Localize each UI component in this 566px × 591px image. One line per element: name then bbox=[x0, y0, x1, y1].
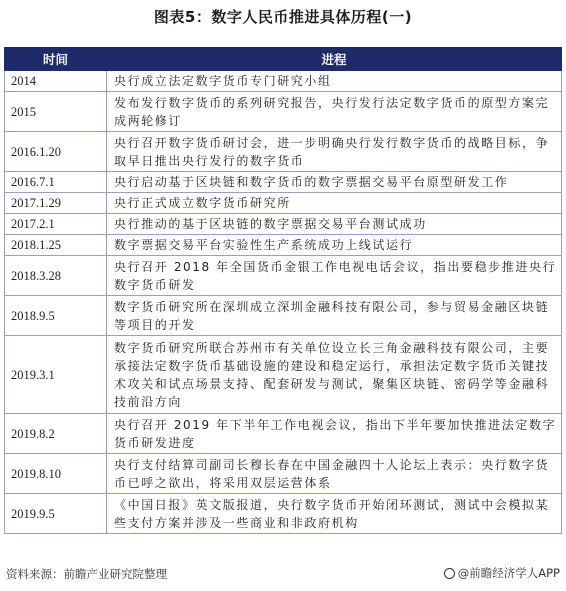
brand-credit bbox=[444, 565, 560, 581]
row-date: 2018.1.25 bbox=[5, 235, 107, 256]
figure-title: 图表5：数字人民币推进具体历程(一) bbox=[153, 8, 413, 26]
row-event: 央行召开 2019 年下半年工作电视会议，指出下半年要加快推进法定数字货币研发进度 bbox=[107, 414, 562, 454]
row-date: 2017.2.1 bbox=[5, 214, 107, 235]
table-header-row bbox=[5, 48, 562, 71]
row-event: 央行召开数字货币研讨会，进一步明确央行发行数字货币的战略目标，争取早日推出央行发行的数字货币 bbox=[107, 132, 562, 172]
row-event: 《中国日报》英文版报道，央行数字货币开始闭环测试，测试中会模拟某些支付方案并涉及一些商业和非政府机构 bbox=[107, 494, 562, 534]
row-event: 央行推动的基于区块链的数字票据交易平台测试成功 bbox=[107, 214, 562, 235]
row-date: 2017.1.29 bbox=[5, 193, 107, 214]
row-event: 数字票据交易平台实验性生产系统成功上线试运行 bbox=[107, 235, 562, 256]
row-event: 央行召开 2018 年全国货币金银工作电视电话会议，指出要稳步推进央行数字货币研发 bbox=[107, 256, 562, 296]
row-event: 数字货币研究所联合苏州市有关单位设立长三角金融科技有限公司，主要承接法定数字货币基础设施的建设和稳定运行，承担法定数字货币关键技术攻关和试点场景支持、配套研发与测试，聚集区块链、密码学等金融科技前沿方向 bbox=[107, 336, 562, 414]
header-time: 时间 bbox=[5, 48, 107, 71]
row-event: 央行启动基于区块链和数字货币的数字票据交易平台原型研发工作 bbox=[107, 172, 562, 193]
table-row bbox=[5, 172, 562, 193]
table-row bbox=[5, 256, 562, 296]
row-date: 2016.1.20 bbox=[5, 132, 107, 172]
timeline-table bbox=[4, 47, 562, 534]
row-event: 央行正式成立数字货币研究所 bbox=[107, 193, 562, 214]
table-row bbox=[5, 414, 562, 454]
table-row bbox=[5, 71, 562, 92]
row-event: 数字货币研究所在深圳成立深圳金融科技有限公司，参与贸易金融区块链等项目的开发 bbox=[107, 296, 562, 336]
table-row bbox=[5, 296, 562, 336]
row-date: 2019.9.5 bbox=[5, 494, 107, 534]
table-row bbox=[5, 132, 562, 172]
row-date: 2019.8.10 bbox=[5, 454, 107, 494]
row-event: 发布发行数字货币的系列研究报告，央行发行法定数字货币的原型方案完成两轮修订 bbox=[107, 92, 562, 132]
table-row bbox=[5, 235, 562, 256]
row-date: 2018.9.5 bbox=[5, 296, 107, 336]
table-row bbox=[5, 193, 562, 214]
row-event: 央行支付结算司副司长穆长春在中国金融四十人论坛上表示：央行数字货币已呼之欲出，将采用双层运营体系 bbox=[107, 454, 562, 494]
table-row bbox=[5, 494, 562, 534]
row-date: 2016.7.1 bbox=[5, 172, 107, 193]
brand-logo-icon bbox=[444, 568, 455, 579]
row-date: 2019.8.2 bbox=[5, 414, 107, 454]
header-progress: 进程 bbox=[107, 48, 562, 71]
row-date: 2015 bbox=[5, 92, 107, 132]
table-row bbox=[5, 336, 562, 414]
row-date: 2019.3.1 bbox=[5, 336, 107, 414]
table-row bbox=[5, 92, 562, 132]
row-date: 2018.3.28 bbox=[5, 256, 107, 296]
row-event: 央行成立法定数字货币专门研究小组 bbox=[107, 71, 562, 92]
table-row bbox=[5, 214, 562, 235]
source-note: 资料来源：前瞻产业研究院整理 bbox=[6, 567, 167, 581]
brand-text: @前瞻经济学人APP bbox=[457, 566, 560, 580]
table-row bbox=[5, 454, 562, 494]
row-date: 2014 bbox=[5, 71, 107, 92]
